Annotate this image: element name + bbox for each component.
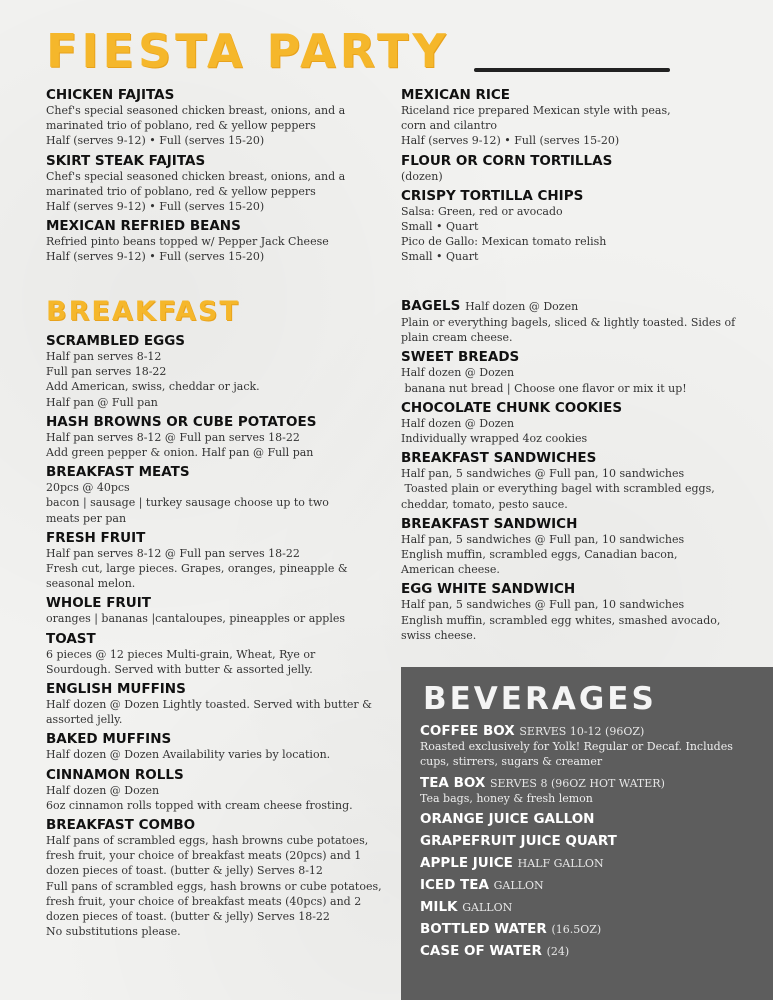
menu-item-name: FRESH FRUIT (46, 529, 146, 546)
menu-item (46, 218, 391, 264)
beverage-description: Tea bags, honey & fresh lemon (420, 791, 593, 805)
beverage-title (420, 775, 760, 792)
menu-item-title (401, 298, 741, 315)
beverage-title (420, 833, 760, 850)
menu-item-name: BREAKFAST SANDWICH (401, 515, 578, 532)
menu-item-description: assorted jelly. (46, 713, 123, 727)
menu-item-title (401, 349, 741, 365)
menu-item-description: dozen pieces of toast. (butter & jelly) Serves 18-22 (46, 910, 330, 924)
menu-item (46, 530, 391, 592)
breakfast-left-column (46, 333, 391, 943)
beverage-name: GRAPEFRUIT JUICE QUART (420, 833, 617, 850)
menu-item-description: plain cream cheese. (401, 331, 513, 345)
menu-item (46, 153, 391, 215)
menu-item-description: American cheese. (401, 563, 500, 577)
menu-item (46, 631, 391, 677)
menu-item-description: 6 pieces @ 12 pieces Multi-grain, Wheat, Rye or (46, 647, 316, 661)
menu-item-description: Full pan serves 18-22 (46, 365, 167, 379)
breakfast-title: BREAKFAST (46, 296, 240, 327)
beverage-title (420, 855, 760, 872)
beverage-title (420, 877, 760, 894)
menu-item-name: CINNAMON ROLLS (46, 766, 184, 783)
menu-item-title (401, 400, 741, 416)
menu-item-description: seasonal melon. (46, 577, 136, 591)
beverage-title (420, 899, 760, 916)
menu-item-description: Half dozen @ Dozen (401, 416, 515, 430)
menu-item (46, 595, 391, 626)
menu-item-description: Half dozen @ Dozen Availability varies by location. (46, 748, 331, 762)
menu-item-name: SCRAMBLED EGGS (46, 333, 186, 349)
beverage-name: ICED TEA (420, 877, 489, 894)
beverage-title (420, 921, 760, 938)
menu-item-name: CRISPY TORTILLA CHIPS (401, 187, 584, 204)
menu-item-name: HASH BROWNS OR CUBE POTATOES (46, 413, 317, 430)
menu-item-description: Half pan, 5 sandwiches @ Full pan, 10 sandwiches (401, 467, 685, 481)
menu-item-description: bacon | sausage | turkey sausage choose up to two (46, 496, 329, 510)
menu-item-description: Full pans of scrambled eggs, hash browns or cube potatoes, (46, 879, 382, 893)
menu-item-title (46, 767, 391, 783)
beverage-item (420, 921, 760, 938)
menu-item-description: (dozen) (401, 169, 443, 183)
menu-item-name: BREAKFAST COMBO (46, 817, 196, 834)
beverage-name: ORANGE JUICE GALLON (420, 811, 595, 828)
beverages-panel (401, 667, 773, 1000)
menu-item-description: Half pan serves 8-12 @ Full pan serves 18-22 (46, 546, 300, 560)
menu-item-name: BREAKFAST MEATS (46, 464, 190, 481)
menu-item-description: Half (serves 9-12) • Full (serves 15-20) (46, 200, 265, 214)
beverage-title (420, 723, 760, 740)
menu-item-description: Salsa: Green, red or avocado (401, 204, 563, 218)
menu-item-description: banana nut bread | Choose one flavor or mix it up! (401, 381, 687, 395)
menu-item-description: Half (serves 9-12) • Full (serves 15-20) (46, 250, 265, 264)
menu-item (401, 87, 741, 149)
menu-item-title (46, 731, 391, 747)
menu-item-title (46, 631, 391, 647)
menu-item-description: Half pan @ Full pan (46, 395, 158, 409)
menu-item-description: Sourdough. Served with butter & assorted jelly. (46, 662, 313, 676)
menu-item (46, 681, 391, 727)
menu-item-description: meats per pan (46, 511, 127, 525)
beverage-note: (16.5OZ) (551, 923, 602, 937)
menu-item-name: MEXICAN RICE (401, 87, 510, 103)
menu-item-description: Half (serves 9-12) • Full (serves 15-20) (401, 134, 620, 148)
menu-item-description: fresh fruit, your choice of breakfast meats (40pcs) and 2 (46, 894, 362, 908)
menu-item-description: Add American, swiss, cheddar or jack. (46, 380, 260, 394)
menu-item-title (401, 87, 741, 103)
menu-item-title (46, 817, 391, 833)
beverage-description: cups, stirrers, sugars & creamer (420, 754, 603, 768)
menu-item-description: No substitutions please. (46, 925, 181, 939)
menu-item-name: BREAKFAST SANDWICHES (401, 450, 597, 467)
menu-item-description: Add green pepper & onion. Half pan @ Full pan (46, 446, 314, 460)
menu-item-description: Half dozen @ Dozen (401, 366, 515, 380)
beverage-item (420, 811, 760, 828)
menu-item (46, 767, 391, 813)
menu-item-description: marinated trio of poblano, red & yellow peppers (46, 184, 316, 198)
menu-item-description: dozen pieces of toast. (butter & jelly) Serves 8-12 (46, 864, 323, 878)
menu-item (401, 516, 741, 578)
breakfast-right-column (401, 298, 741, 647)
beverage-note: HALF GALLON (517, 857, 604, 871)
menu-item-name: WHOLE FRUIT (46, 595, 152, 612)
beverage-name: COFFEE BOX (420, 723, 515, 739)
menu-item-description: 6oz cinnamon rolls topped with cream cheese frosting. (46, 798, 353, 812)
beverage-description: Roasted exclusively for Yolk! Regular or Decaf. Includes (420, 740, 733, 753)
menu-item-description: marinated trio of poblano, red & yellow peppers (46, 119, 316, 133)
menu-item-description: cheddar, tomato, pesto sauce. (401, 497, 568, 511)
beverage-title (420, 811, 760, 828)
menu-item-name: EGG WHITE SANDWICH (401, 581, 576, 598)
menu-item (401, 400, 741, 446)
menu-item-description: oranges | bananas |cantaloupes, pineapples or apples (46, 612, 346, 626)
menu-item (46, 87, 391, 149)
menu-item-description: Pico de Gallo: Mexican tomato relish (401, 235, 607, 249)
beverage-item (420, 943, 760, 960)
menu-item-title (46, 153, 391, 169)
menu-item-description: Half dozen @ Dozen (46, 783, 160, 797)
beverage-item (420, 855, 760, 872)
title-underline-rule (474, 68, 670, 72)
menu-item-name: CHICKEN FAJITAS (46, 87, 175, 103)
menu-item-description: Small • Quart (401, 220, 479, 234)
menu-item (46, 333, 391, 410)
menu-item-title (46, 464, 391, 480)
fiesta-left-column (46, 87, 391, 269)
menu-item-description: corn and cilantro (401, 119, 497, 133)
menu-item-description: Half pans of scrambled eggs, hash browns cube potatoes, (46, 834, 369, 848)
beverage-title (420, 943, 760, 960)
beverage-name: TEA BOX (420, 774, 486, 791)
menu-item-description: Riceland rice prepared Mexican style with peas, (401, 104, 671, 117)
menu-item-title (401, 581, 741, 597)
fiesta-party-title: FIESTA PARTY (46, 24, 450, 78)
menu-item-name: SWEET BREADS (401, 349, 520, 366)
menu-item-title (46, 530, 391, 546)
beverage-note: (24) (546, 945, 570, 959)
menu-item-name: CHOCOLATE CHUNK COOKIES (401, 399, 623, 416)
menu-item-description: Plain or everything bagels, sliced & lightly toasted. Sides of (401, 316, 736, 329)
menu-item-description: Half (serves 9-12) • Full (serves 15-20) (46, 134, 265, 148)
menu-item-title (401, 516, 741, 532)
menu-item-description: Small • Quart (401, 250, 479, 264)
menu-item-description: English muffin, scrambled eggs, Canadian bacon, (401, 548, 678, 562)
menu-item (46, 414, 391, 460)
beverages-list (420, 723, 760, 965)
menu-item (46, 464, 391, 526)
beverage-note: SERVES 10-12 (96OZ) (519, 725, 645, 738)
beverages-title: BEVERAGES (423, 681, 657, 717)
menu-item-description: Half pan serves 8-12 @ Full pan serves 18-22 (46, 430, 300, 444)
menu-item (401, 298, 741, 345)
beverage-name: MILK (420, 899, 458, 916)
menu-item (401, 153, 741, 184)
menu-item-description: Toasted plain or everything bagel with scrambled eggs, (401, 482, 715, 496)
menu-item-description: Half dozen @ Dozen Lightly toasted. Served with butter & (46, 698, 372, 712)
menu-item-description: English muffin, scrambled egg whites, smashed avocado, (401, 613, 721, 627)
fiesta-right-column (401, 87, 741, 269)
menu-item-title (46, 333, 391, 349)
menu-item-description: swiss cheese. (401, 628, 477, 642)
menu-item-title (46, 681, 391, 697)
menu-item (401, 450, 741, 512)
menu-item (46, 731, 391, 762)
beverage-item (420, 723, 760, 770)
menu-item-title (46, 414, 391, 430)
beverage-item (420, 899, 760, 916)
menu-item-description: Half pan, 5 sandwiches @ Full pan, 10 sandwiches (401, 532, 685, 546)
menu-item-description: Half pan, 5 sandwiches @ Full pan, 10 sandwiches (401, 598, 685, 612)
menu-item-name: BAGELS (401, 298, 461, 314)
menu-item-name: MEXICAN REFRIED BEANS (46, 218, 241, 235)
menu-item (401, 581, 741, 643)
menu-item-description: Chef's special seasoned chicken breast, onions, and a (46, 169, 346, 183)
menu-item-note: Half dozen @ Dozen (465, 300, 579, 313)
menu-item-description: Refried pinto beans topped w/ Pepper Jack Cheese (46, 235, 329, 249)
menu-item-name: SKIRT STEAK FAJITAS (46, 152, 206, 169)
menu-item-title (46, 595, 391, 611)
beverage-name: APPLE JUICE (420, 855, 513, 872)
beverage-item (420, 833, 760, 850)
menu-item-title (401, 153, 741, 169)
menu-item-name: ENGLISH MUFFINS (46, 681, 186, 698)
menu-item-description: Half pan serves 8-12 (46, 350, 162, 363)
menu-item (46, 817, 391, 939)
menu-item-description: Fresh cut, large pieces. Grapes, oranges, pineapple & (46, 562, 348, 576)
menu-item-description: Individually wrapped 4oz cookies (401, 432, 588, 446)
menu-item-title (401, 450, 741, 466)
menu-item-title (46, 218, 391, 234)
beverage-note: GALLON (462, 901, 513, 915)
beverage-item (420, 877, 760, 894)
menu-item-description: 20pcs @ 40pcs (46, 481, 130, 495)
beverage-note: SERVES 8 (96OZ HOT WATER) (489, 776, 665, 790)
menu-item-description: fresh fruit, your choice of breakfast meats (20pcs) and 1 (46, 849, 362, 863)
beverage-name: BOTTLED WATER (420, 921, 547, 938)
beverage-name: CASE OF WATER (420, 943, 542, 960)
beverage-note: GALLON (493, 879, 544, 893)
menu-item-description: Chef's special seasoned chicken breast, onions, and a (46, 104, 346, 117)
menu-item-title (46, 87, 391, 103)
menu-item (401, 349, 741, 395)
beverage-item (420, 775, 760, 807)
menu-item-name: FLOUR OR CORN TORTILLAS (401, 152, 613, 169)
menu-item-name: BAKED MUFFINS (46, 731, 172, 748)
menu-item-name: TOAST (46, 630, 96, 647)
menu-item-title (401, 188, 741, 204)
menu-item (401, 188, 741, 265)
